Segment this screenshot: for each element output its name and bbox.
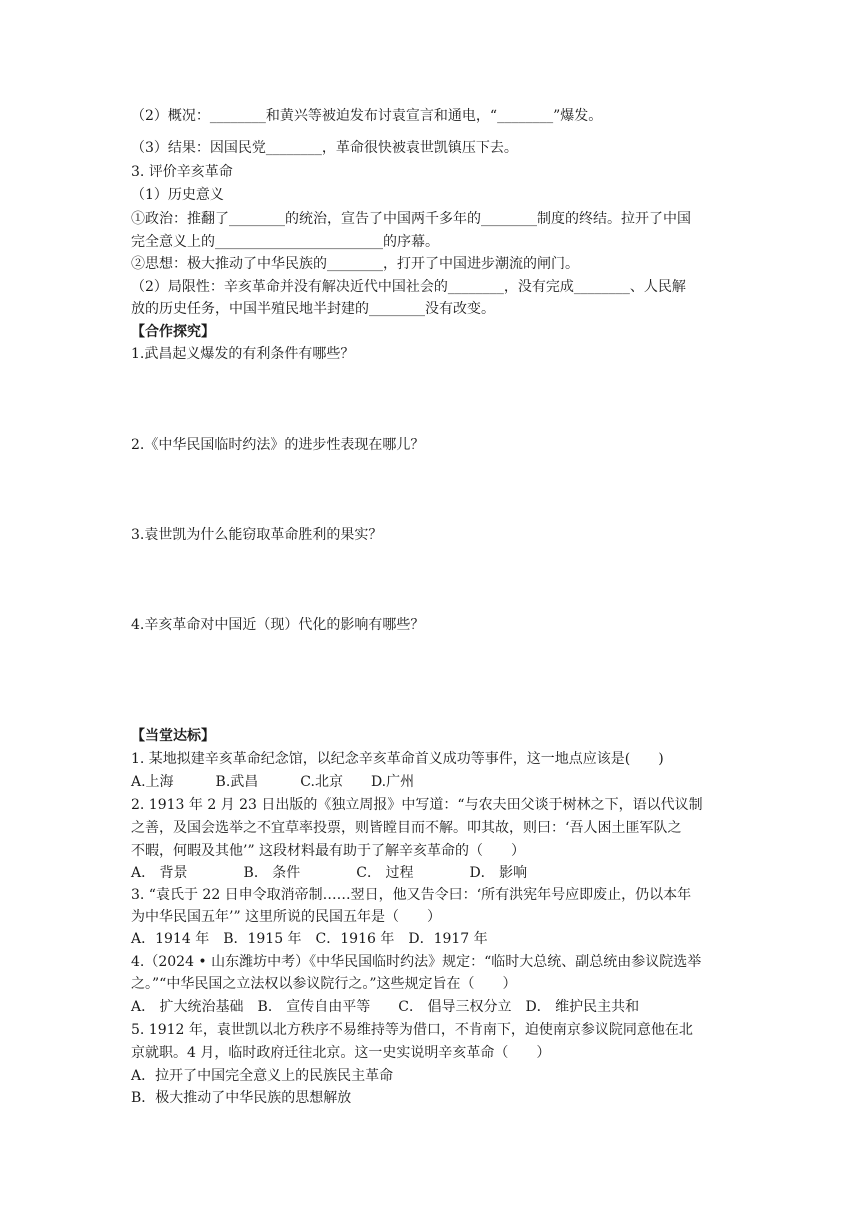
section-heading-evaluate: 3. 评价辛亥革命: [131, 164, 233, 180]
cooperative-question-2: 2.《中华民国临时约法》的进步性表现在哪儿？: [131, 437, 425, 453]
political-line-cont: 完全意义上的________________________的序幕。: [131, 234, 439, 250]
practice-q5-option-b: B．极大推动了中华民族的思想解放: [131, 1090, 352, 1106]
subheading-significance: （1）历史意义: [131, 187, 224, 203]
practice-q3: 3. “袁氏于 22 日申令取消帝制……翌日，他又告令曰：‘所有洪宪年号应即废止，仍以本年: [131, 887, 692, 903]
practice-heading: 【当堂达标】: [131, 728, 215, 744]
practice-q2: 2. 1913 年 2 月 23 日出版的《独立周报》中写道：“与农夫田父谈于树林之下，语以代议制: [131, 797, 703, 813]
overview-line: （2）概况：________和黄兴等被迫发布讨袁宣言和通电，“________”爆发。: [131, 108, 603, 124]
cooperative-question-4: 4.辛亥革命对中国近（现）代化的影响有哪些？: [131, 617, 425, 633]
practice-q2-cont-2: 不暇，何暇及其他’” 这段材料最有助于了解辛亥革命的（ ）: [131, 843, 526, 859]
practice-q4: 4.（2024 • 山东潍坊中考）《中华民国临时约法》规定：“临时大总统、副总统由参议院选举: [131, 954, 702, 970]
cooperative-question-1: 1.武昌起义爆发的有利条件有哪些？: [131, 346, 355, 362]
cooperative-question-3: 3.袁世凯为什么能窃取革命胜利的果实？: [131, 527, 383, 543]
practice-q2-cont: 之善，及国会选举之不宜草率投票，则皆瞠目而不解。叩其故，则曰：‘吾人困土匪军队之: [131, 820, 682, 836]
thought-line: ②思想：极大推动了中华民族的________，打开了中国进步潮流的闸门。: [131, 256, 579, 272]
practice-q5-option-a: A．拉开了中国完全意义上的民族民主革命: [131, 1068, 394, 1084]
practice-q5-cont: 京就职。4 月，临时政府迁往北京。这一史实说明辛亥革命（ ）: [131, 1045, 551, 1061]
practice-q4-options: A． 扩大统治基础 B． 宣传自由平等 C． 倡导三权分立 D． 维护民主共和: [131, 999, 640, 1015]
practice-q1-options: A.上海 B.武昌 C.北京 D.广州: [131, 774, 415, 790]
limitation-line-cont: 放的历史任务，中国半殖民地半封建的________没有改变。: [131, 301, 495, 317]
practice-q4-cont: 之。”“中华民国之立法权以参议院行之。”这些规定旨在（ ）: [131, 976, 517, 992]
limitation-line: （2）局限性：辛亥革命并没有解决近代中国社会的________，没有完成________、人民解: [131, 279, 686, 295]
cooperative-heading: 【合作探究】: [131, 324, 215, 340]
practice-q3-options: A．1914 年 B．1915 年 C．1916 年 D．1917 年: [131, 931, 488, 947]
practice-q3-cont: 为中华民国五年’” 这里所说的民国五年是（ ）: [131, 909, 442, 925]
practice-q1: 1. 某地拟建辛亥革命纪念馆，以纪念辛亥革命首义成功等事件，这一地点应该是( ): [131, 751, 664, 767]
result-line: （3）结果：因国民党________，革命很快被袁世凯镇压下去。: [131, 140, 518, 156]
practice-q5: 5. 1912 年，袁世凯以北方秩序不易维持等为借口，不肯南下，迫使南京参议院同意他在北: [131, 1022, 693, 1038]
practice-q2-options: A． 背景 B． 条件 C． 过程 D． 影响: [131, 865, 528, 881]
political-line: ①政治：推翻了________的统治，宣告了中国两千多年的________制度的终结。拉开了中国: [131, 211, 691, 227]
